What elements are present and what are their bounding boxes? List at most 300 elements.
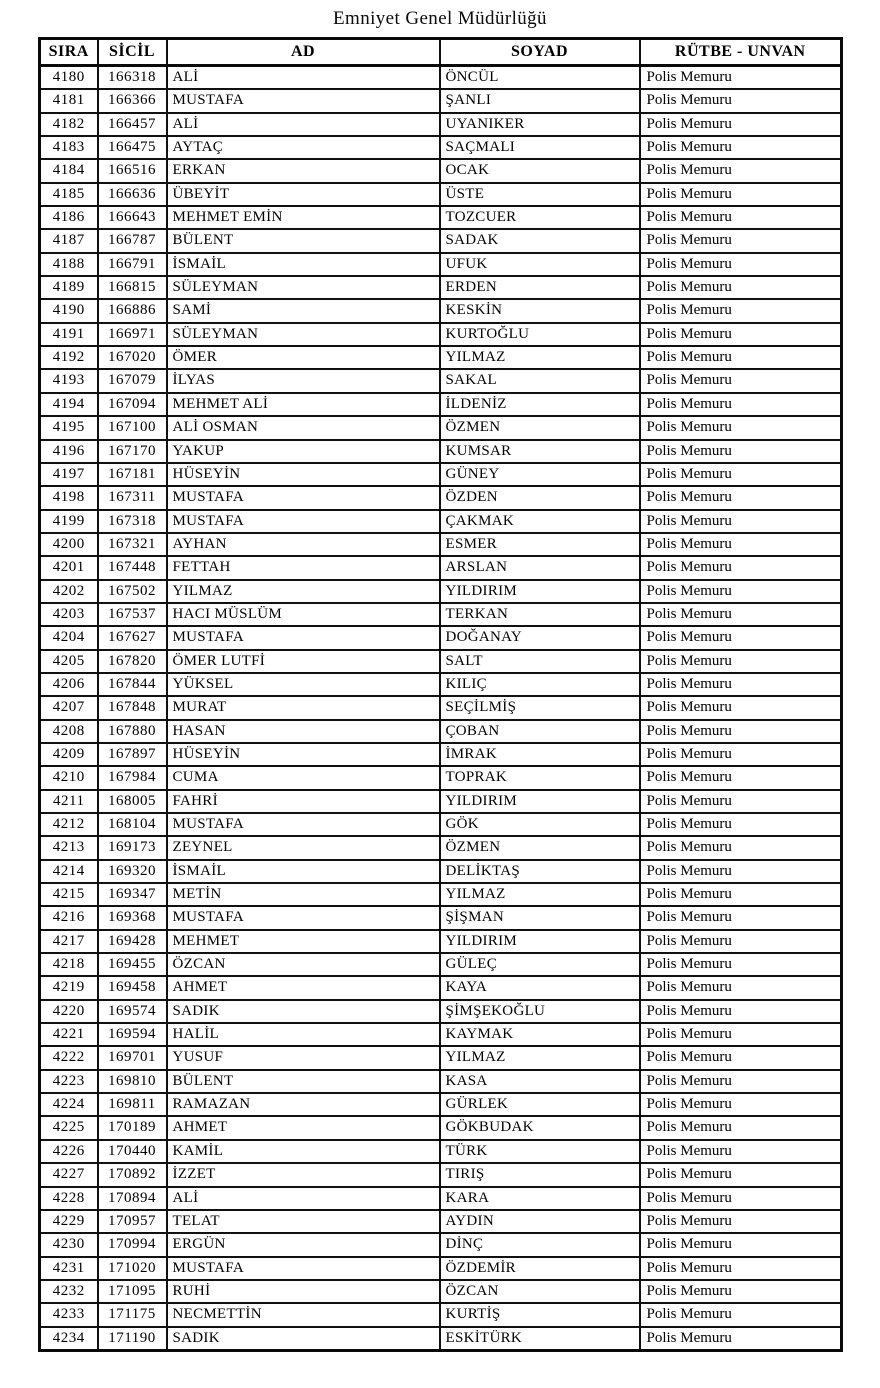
cell-sicil: 166886 <box>98 299 167 322</box>
cell-rank: Polis Memuru <box>640 1070 842 1093</box>
cell-sicil: 169810 <box>98 1070 167 1093</box>
cell-sira: 4200 <box>40 533 98 556</box>
cell-rank: Polis Memuru <box>640 159 842 182</box>
cell-sicil: 166475 <box>98 136 167 159</box>
table-body <box>40 66 842 1351</box>
cell-rank: Polis Memuru <box>640 416 842 439</box>
cell-rank: Polis Memuru <box>640 346 842 369</box>
cell-sira: 4217 <box>40 930 98 953</box>
cell-soyad: ARSLAN <box>440 556 640 579</box>
cell-soyad: TOPRAK <box>440 766 640 789</box>
cell-soyad: KASA <box>440 1070 640 1093</box>
cell-ad: SADIK <box>167 1327 440 1351</box>
cell-sicil: 166971 <box>98 323 167 346</box>
cell-rank: Polis Memuru <box>640 743 842 766</box>
cell-rank: Polis Memuru <box>640 1093 842 1116</box>
cell-ad: RAMAZAN <box>167 1093 440 1116</box>
cell-rank: Polis Memuru <box>640 720 842 743</box>
table-row <box>40 720 842 743</box>
cell-sira: 4216 <box>40 906 98 929</box>
cell-rank: Polis Memuru <box>640 1210 842 1233</box>
cell-sira: 4219 <box>40 976 98 999</box>
cell-soyad: ŞANLI <box>440 89 640 112</box>
cell-rank: Polis Memuru <box>640 626 842 649</box>
cell-sira: 4213 <box>40 836 98 859</box>
cell-sira: 4204 <box>40 626 98 649</box>
cell-sicil: 169173 <box>98 836 167 859</box>
table-row <box>40 766 842 789</box>
cell-sira: 4196 <box>40 440 98 463</box>
cell-soyad: KURTOĞLU <box>440 323 640 346</box>
cell-rank: Polis Memuru <box>640 766 842 789</box>
cell-sira: 4211 <box>40 790 98 813</box>
cell-soyad: KURTİŞ <box>440 1303 640 1326</box>
table-row <box>40 1116 842 1139</box>
cell-sira: 4229 <box>40 1210 98 1233</box>
cell-rank: Polis Memuru <box>640 836 842 859</box>
cell-ad: CUMA <box>167 766 440 789</box>
cell-soyad: ERDEN <box>440 276 640 299</box>
table-row <box>40 860 842 883</box>
cell-sira: 4230 <box>40 1233 98 1256</box>
cell-soyad: SADAK <box>440 229 640 252</box>
cell-sira: 4208 <box>40 720 98 743</box>
cell-soyad: TERKAN <box>440 603 640 626</box>
table-row <box>40 1187 842 1210</box>
cell-ad: BÜLENT <box>167 229 440 252</box>
table-row <box>40 440 842 463</box>
cell-soyad: GÖK <box>440 813 640 836</box>
table-row <box>40 650 842 673</box>
cell-sicil: 167820 <box>98 650 167 673</box>
cell-ad: YUSUF <box>167 1046 440 1069</box>
cell-rank: Polis Memuru <box>640 440 842 463</box>
cell-rank: Polis Memuru <box>640 463 842 486</box>
personnel-table <box>38 37 843 1352</box>
cell-sicil: 166787 <box>98 229 167 252</box>
cell-soyad: ÖZMEN <box>440 836 640 859</box>
cell-sira: 4207 <box>40 696 98 719</box>
page-title: Emniyet Genel Müdürlüğü <box>333 8 547 29</box>
cell-sicil: 171190 <box>98 1327 167 1351</box>
table-row <box>40 276 842 299</box>
cell-rank: Polis Memuru <box>640 1280 842 1303</box>
cell-sicil: 167984 <box>98 766 167 789</box>
table-row <box>40 89 842 112</box>
cell-ad: YILMAZ <box>167 580 440 603</box>
cell-ad: MEHMET <box>167 930 440 953</box>
table-row <box>40 1210 842 1233</box>
cell-rank: Polis Memuru <box>640 953 842 976</box>
cell-sira: 4223 <box>40 1070 98 1093</box>
table-row <box>40 206 842 229</box>
cell-ad: AYTAÇ <box>167 136 440 159</box>
table-row <box>40 603 842 626</box>
cell-soyad: TOZCUER <box>440 206 640 229</box>
table-row <box>40 1327 842 1351</box>
cell-sira: 4205 <box>40 650 98 673</box>
cell-soyad: YILDIRIM <box>440 930 640 953</box>
cell-sicil: 169574 <box>98 1000 167 1023</box>
cell-sira: 4233 <box>40 1303 98 1326</box>
cell-ad: İZZET <box>167 1163 440 1186</box>
table-row <box>40 183 842 206</box>
table-row <box>40 930 842 953</box>
cell-sicil: 166791 <box>98 253 167 276</box>
cell-sira: 4227 <box>40 1163 98 1186</box>
table-row <box>40 1023 842 1046</box>
cell-ad: ÖMER LUTFİ <box>167 650 440 673</box>
cell-rank: Polis Memuru <box>640 113 842 136</box>
cell-sicil: 169320 <box>98 860 167 883</box>
cell-sira: 4180 <box>40 66 98 90</box>
cell-sicil: 167094 <box>98 393 167 416</box>
cell-ad: İLYAS <box>167 369 440 392</box>
cell-sicil: 166636 <box>98 183 167 206</box>
cell-rank: Polis Memuru <box>640 393 842 416</box>
table-row <box>40 836 842 859</box>
cell-sira: 4232 <box>40 1280 98 1303</box>
cell-sicil: 171175 <box>98 1303 167 1326</box>
cell-sicil: 171095 <box>98 1280 167 1303</box>
cell-rank: Polis Memuru <box>640 580 842 603</box>
cell-sira: 4215 <box>40 883 98 906</box>
cell-rank: Polis Memuru <box>640 486 842 509</box>
cell-sicil: 169594 <box>98 1023 167 1046</box>
cell-ad: HACI MÜSLÜM <box>167 603 440 626</box>
cell-sira: 4199 <box>40 510 98 533</box>
cell-sira: 4188 <box>40 253 98 276</box>
table-row <box>40 1163 842 1186</box>
cell-ad: TELAT <box>167 1210 440 1233</box>
cell-rank: Polis Memuru <box>640 1000 842 1023</box>
cell-sicil: 167079 <box>98 369 167 392</box>
cell-soyad: ÇAKMAK <box>440 510 640 533</box>
col-header-sicil: SİCİL <box>98 39 167 66</box>
cell-rank: Polis Memuru <box>640 510 842 533</box>
cell-sicil: 170440 <box>98 1140 167 1163</box>
cell-sicil: 167448 <box>98 556 167 579</box>
cell-sicil: 169811 <box>98 1093 167 1116</box>
cell-sicil: 169701 <box>98 1046 167 1069</box>
cell-sicil: 167502 <box>98 580 167 603</box>
cell-sicil: 170892 <box>98 1163 167 1186</box>
cell-sicil: 167897 <box>98 743 167 766</box>
cell-rank: Polis Memuru <box>640 673 842 696</box>
table-row <box>40 883 842 906</box>
cell-sira: 4221 <box>40 1023 98 1046</box>
cell-sira: 4222 <box>40 1046 98 1069</box>
cell-soyad: ÖZCAN <box>440 1280 640 1303</box>
cell-sicil: 167311 <box>98 486 167 509</box>
cell-soyad: TÜRK <box>440 1140 640 1163</box>
table-row <box>40 696 842 719</box>
cell-rank: Polis Memuru <box>640 299 842 322</box>
cell-sira: 4184 <box>40 159 98 182</box>
cell-ad: RUHİ <box>167 1280 440 1303</box>
table-row <box>40 673 842 696</box>
table-row <box>40 510 842 533</box>
cell-sira: 4231 <box>40 1257 98 1280</box>
cell-sira: 4201 <box>40 556 98 579</box>
cell-sira: 4189 <box>40 276 98 299</box>
cell-ad: MUSTAFA <box>167 813 440 836</box>
cell-sira: 4191 <box>40 323 98 346</box>
cell-soyad: GÖKBUDAK <box>440 1116 640 1139</box>
cell-rank: Polis Memuru <box>640 603 842 626</box>
cell-ad: KAMİL <box>167 1140 440 1163</box>
cell-ad: ÖMER <box>167 346 440 369</box>
cell-sira: 4212 <box>40 813 98 836</box>
cell-sicil: 167170 <box>98 440 167 463</box>
cell-soyad: ÖZDEMİR <box>440 1257 640 1280</box>
cell-soyad: AYDIN <box>440 1210 640 1233</box>
table-row <box>40 906 842 929</box>
cell-sicil: 167181 <box>98 463 167 486</box>
table-row <box>40 813 842 836</box>
col-header-ad: AD <box>167 39 440 66</box>
cell-ad: YAKUP <box>167 440 440 463</box>
cell-sira: 4225 <box>40 1116 98 1139</box>
cell-sicil: 167537 <box>98 603 167 626</box>
table-row <box>40 1140 842 1163</box>
cell-ad: MUSTAFA <box>167 626 440 649</box>
table-row <box>40 299 842 322</box>
cell-soyad: KARA <box>440 1187 640 1210</box>
cell-ad: SAMİ <box>167 299 440 322</box>
cell-soyad: KAYMAK <box>440 1023 640 1046</box>
cell-rank: Polis Memuru <box>640 650 842 673</box>
cell-ad: HÜSEYİN <box>167 743 440 766</box>
cell-sicil: 167318 <box>98 510 167 533</box>
cell-soyad: ÖNCÜL <box>440 66 640 90</box>
table-row <box>40 113 842 136</box>
cell-ad: HÜSEYİN <box>167 463 440 486</box>
cell-ad: HASAN <box>167 720 440 743</box>
cell-rank: Polis Memuru <box>640 89 842 112</box>
cell-soyad: DOĞANAY <box>440 626 640 649</box>
cell-sira: 4197 <box>40 463 98 486</box>
cell-ad: ALİ <box>167 113 440 136</box>
cell-sicil: 168104 <box>98 813 167 836</box>
cell-sira: 4193 <box>40 369 98 392</box>
cell-rank: Polis Memuru <box>640 66 842 90</box>
cell-sicil: 167844 <box>98 673 167 696</box>
cell-soyad: TIRIŞ <box>440 1163 640 1186</box>
cell-ad: MUSTAFA <box>167 486 440 509</box>
table-row <box>40 1046 842 1069</box>
cell-sira: 4206 <box>40 673 98 696</box>
cell-ad: SÜLEYMAN <box>167 323 440 346</box>
table-row <box>40 159 842 182</box>
cell-sira: 4234 <box>40 1327 98 1351</box>
cell-sicil: 169428 <box>98 930 167 953</box>
cell-soyad: YILMAZ <box>440 346 640 369</box>
cell-sicil: 167848 <box>98 696 167 719</box>
table-row <box>40 1070 842 1093</box>
cell-rank: Polis Memuru <box>640 906 842 929</box>
cell-sira: 4203 <box>40 603 98 626</box>
cell-sira: 4209 <box>40 743 98 766</box>
cell-soyad: ŞİMŞEKOĞLU <box>440 1000 640 1023</box>
cell-sira: 4181 <box>40 89 98 112</box>
cell-soyad: KUMSAR <box>440 440 640 463</box>
cell-sicil: 168005 <box>98 790 167 813</box>
cell-sicil: 166318 <box>98 66 167 90</box>
cell-soyad: YILDIRIM <box>440 580 640 603</box>
table-row <box>40 1233 842 1256</box>
cell-rank: Polis Memuru <box>640 369 842 392</box>
cell-sicil: 166815 <box>98 276 167 299</box>
table-row <box>40 393 842 416</box>
cell-sicil: 166643 <box>98 206 167 229</box>
cell-soyad: SALT <box>440 650 640 673</box>
cell-ad: HALİL <box>167 1023 440 1046</box>
cell-ad: METİN <box>167 883 440 906</box>
cell-sicil: 167321 <box>98 533 167 556</box>
cell-sira: 4218 <box>40 953 98 976</box>
table-header-row <box>40 39 842 66</box>
cell-sira: 4214 <box>40 860 98 883</box>
cell-soyad: KILIÇ <box>440 673 640 696</box>
cell-soyad: DİNÇ <box>440 1233 640 1256</box>
cell-sicil: 167100 <box>98 416 167 439</box>
cell-rank: Polis Memuru <box>640 1140 842 1163</box>
cell-soyad: ÖZMEN <box>440 416 640 439</box>
cell-soyad: ÖZDEN <box>440 486 640 509</box>
cell-soyad: UFUK <box>440 253 640 276</box>
cell-soyad: GÜNEY <box>440 463 640 486</box>
table-row <box>40 976 842 999</box>
cell-rank: Polis Memuru <box>640 183 842 206</box>
table-row <box>40 953 842 976</box>
cell-soyad: KESKİN <box>440 299 640 322</box>
cell-sira: 4202 <box>40 580 98 603</box>
cell-sira: 4228 <box>40 1187 98 1210</box>
cell-soyad: GÜRLEK <box>440 1093 640 1116</box>
cell-soyad: DELİKTAŞ <box>440 860 640 883</box>
cell-rank: Polis Memuru <box>640 976 842 999</box>
cell-rank: Polis Memuru <box>640 533 842 556</box>
cell-ad: MUSTAFA <box>167 510 440 533</box>
cell-sira: 4210 <box>40 766 98 789</box>
cell-rank: Polis Memuru <box>640 860 842 883</box>
cell-ad: İSMAİL <box>167 253 440 276</box>
cell-sicil: 169458 <box>98 976 167 999</box>
cell-sicil: 166366 <box>98 89 167 112</box>
table-row <box>40 323 842 346</box>
cell-sicil: 169368 <box>98 906 167 929</box>
cell-ad: AHMET <box>167 976 440 999</box>
cell-rank: Polis Memuru <box>640 253 842 276</box>
cell-rank: Polis Memuru <box>640 1023 842 1046</box>
col-header-sira: SIRA <box>40 39 98 66</box>
table-row <box>40 1280 842 1303</box>
cell-sicil: 170957 <box>98 1210 167 1233</box>
cell-ad: MUSTAFA <box>167 89 440 112</box>
cell-sira: 4187 <box>40 229 98 252</box>
table-row <box>40 626 842 649</box>
cell-rank: Polis Memuru <box>640 813 842 836</box>
cell-soyad: SAKAL <box>440 369 640 392</box>
cell-sira: 4183 <box>40 136 98 159</box>
cell-sira: 4192 <box>40 346 98 369</box>
cell-soyad: ŞİŞMAN <box>440 906 640 929</box>
cell-soyad: OCAK <box>440 159 640 182</box>
table-row <box>40 1303 842 1326</box>
cell-soyad: ESKİTÜRK <box>440 1327 640 1351</box>
cell-rank: Polis Memuru <box>640 930 842 953</box>
table-row <box>40 743 842 766</box>
cell-rank: Polis Memuru <box>640 696 842 719</box>
cell-soyad: SEÇİLMİŞ <box>440 696 640 719</box>
cell-soyad: YILMAZ <box>440 1046 640 1069</box>
table-row <box>40 580 842 603</box>
table-row <box>40 66 842 90</box>
cell-rank: Polis Memuru <box>640 323 842 346</box>
cell-sicil: 170189 <box>98 1116 167 1139</box>
cell-ad: ERGÜN <box>167 1233 440 1256</box>
table-row <box>40 229 842 252</box>
cell-soyad: KAYA <box>440 976 640 999</box>
cell-sicil: 166457 <box>98 113 167 136</box>
cell-soyad: YILDIRIM <box>440 790 640 813</box>
cell-ad: BÜLENT <box>167 1070 440 1093</box>
cell-ad: SÜLEYMAN <box>167 276 440 299</box>
cell-sira: 4185 <box>40 183 98 206</box>
cell-ad: ALİ OSMAN <box>167 416 440 439</box>
cell-rank: Polis Memuru <box>640 1163 842 1186</box>
cell-rank: Polis Memuru <box>640 1327 842 1351</box>
table-row <box>40 253 842 276</box>
cell-sira: 4195 <box>40 416 98 439</box>
table-row <box>40 790 842 813</box>
cell-rank: Polis Memuru <box>640 1187 842 1210</box>
cell-ad: ÜBEYİT <box>167 183 440 206</box>
cell-ad: ALİ <box>167 1187 440 1210</box>
cell-rank: Polis Memuru <box>640 1116 842 1139</box>
cell-ad: ERKAN <box>167 159 440 182</box>
cell-sira: 4224 <box>40 1093 98 1116</box>
cell-rank: Polis Memuru <box>640 1233 842 1256</box>
cell-soyad: ÜSTE <box>440 183 640 206</box>
cell-ad: MEHMET EMİN <box>167 206 440 229</box>
cell-rank: Polis Memuru <box>640 556 842 579</box>
table-row <box>40 533 842 556</box>
cell-ad: MEHMET ALİ <box>167 393 440 416</box>
table-row <box>40 463 842 486</box>
cell-sicil: 167880 <box>98 720 167 743</box>
cell-sicil: 169347 <box>98 883 167 906</box>
cell-sicil: 169455 <box>98 953 167 976</box>
cell-soyad: UYANIKER <box>440 113 640 136</box>
table-row <box>40 1257 842 1280</box>
cell-ad: MURAT <box>167 696 440 719</box>
cell-rank: Polis Memuru <box>640 136 842 159</box>
cell-rank: Polis Memuru <box>640 206 842 229</box>
cell-ad: ALİ <box>167 66 440 90</box>
cell-ad: AHMET <box>167 1116 440 1139</box>
cell-rank: Polis Memuru <box>640 883 842 906</box>
cell-sicil: 166516 <box>98 159 167 182</box>
cell-sicil: 167627 <box>98 626 167 649</box>
cell-soyad: ESMER <box>440 533 640 556</box>
table-row <box>40 1000 842 1023</box>
cell-ad: ZEYNEL <box>167 836 440 859</box>
cell-ad: MUSTAFA <box>167 906 440 929</box>
cell-rank: Polis Memuru <box>640 229 842 252</box>
cell-ad: MUSTAFA <box>167 1257 440 1280</box>
